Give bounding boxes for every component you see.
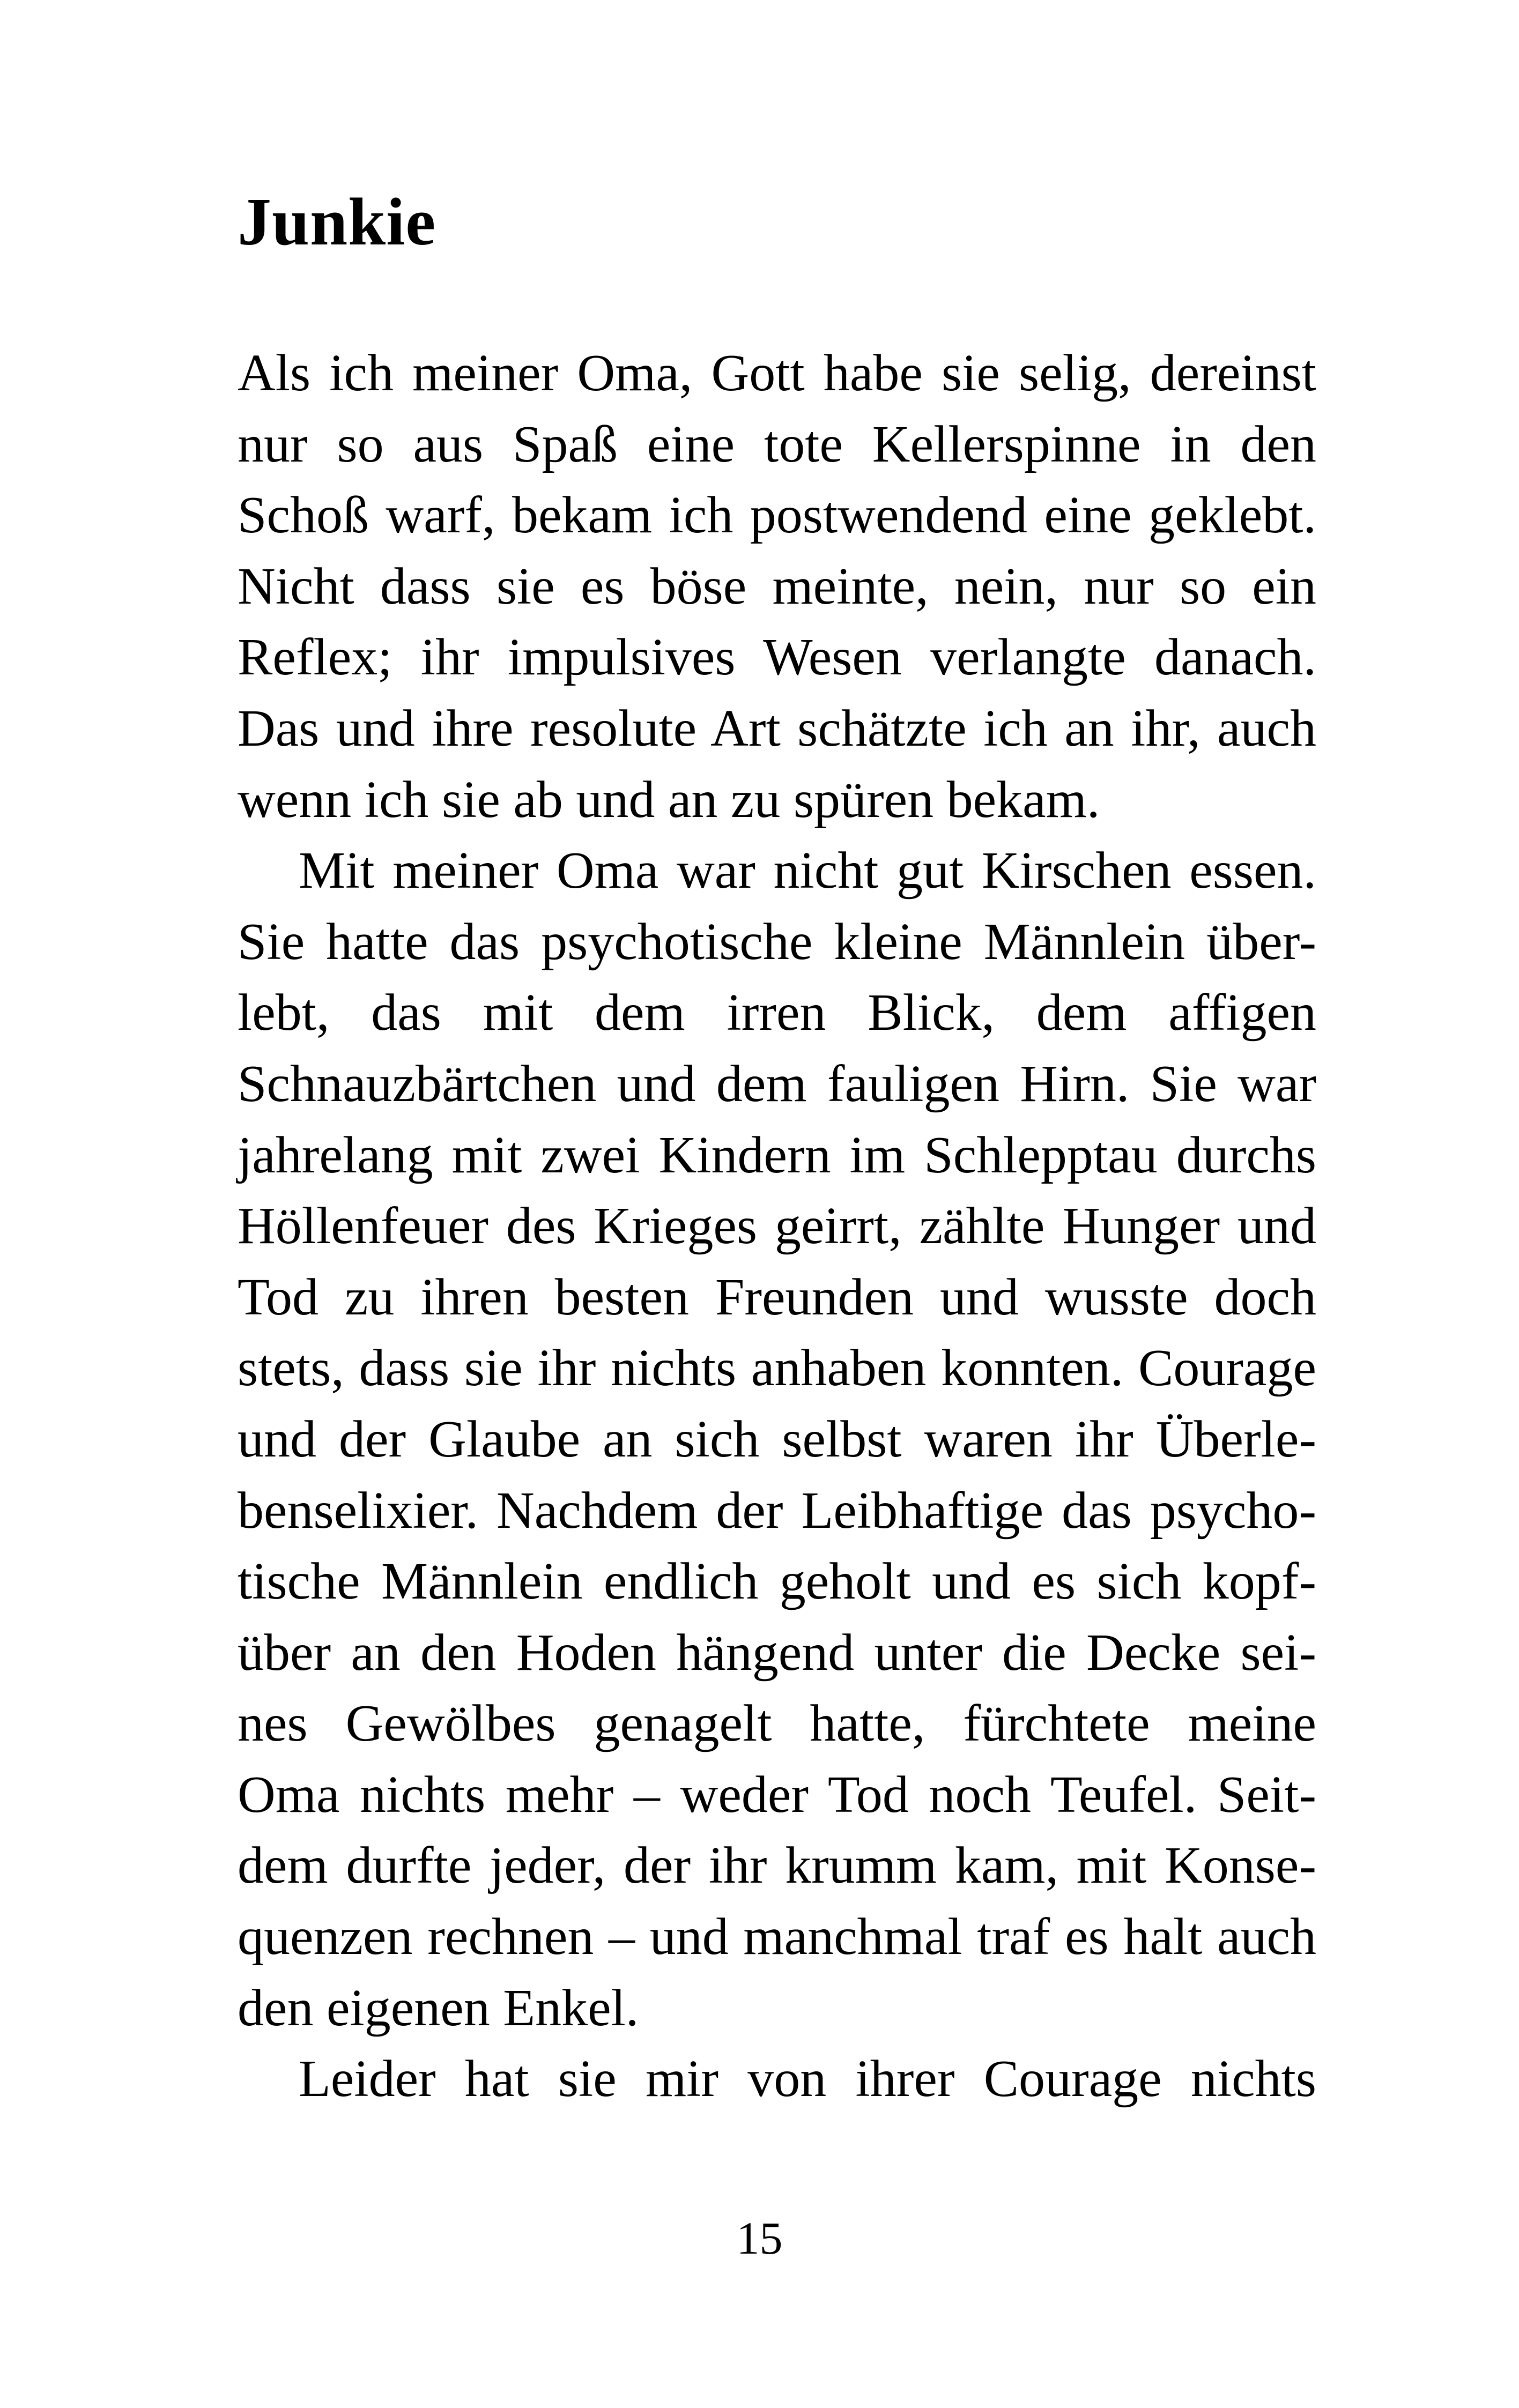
text-line: lebt, das mit dem irren Blick, dem affigen — [238, 984, 1316, 1042]
text-line: und der Glaube an sich selbst waren ihr Überle- — [238, 1410, 1316, 1468]
text-line: dem durfte jeder, der ihr krumm kam, mit Konse- — [238, 1837, 1316, 1895]
text-line: Mit meiner Oma war nicht gut Kirschen essen. — [299, 842, 1316, 900]
page-number: 15 — [736, 2212, 783, 2264]
text-line: Als ich meiner Oma, Gott habe sie selig, dereinst — [238, 344, 1316, 402]
text-line: Schnauzbärtchen und dem fauligen Hirn. Sie war — [238, 1054, 1316, 1113]
text-line: Höllenfeuer des Krieges geirrt, zählte Hunger und — [238, 1197, 1316, 1255]
text-line: nur so aus Spaß eine tote Kellerspinne in den — [238, 415, 1316, 473]
text-line: Das und ihre resolute Art schätzte ich an ihr, auch — [238, 699, 1316, 757]
text-line: über an den Hoden hängend unter die Decke sei- — [238, 1623, 1316, 1682]
text-line: tische Männlein endlich geholt und es sich kopf- — [238, 1552, 1316, 1611]
text-line: Reflex; ihr impulsives Wesen verlangte danach. — [238, 628, 1316, 687]
text-line: Sie hatte das psychotische kleine Männlein über- — [238, 912, 1316, 971]
text-line: stets, dass sie ihr nichts anhaben konnten. Courage — [238, 1339, 1316, 1398]
text-line: Leider hat sie mir von ihrer Courage nichts — [299, 2050, 1316, 2108]
text-line: quenzen rechnen – und manchmal traf es halt auch — [238, 1908, 1316, 1966]
chapter-title: Junkie — [238, 185, 436, 259]
text-line: jahrelang mit zwei Kindern im Schlepptau durchs — [238, 1126, 1316, 1184]
text-line: wenn ich sie ab und an zu spüren bekam. — [238, 770, 1100, 829]
text-line: Oma nichts mehr – weder Tod noch Teufel. Seit- — [238, 1765, 1316, 1824]
body-text — [238, 338, 1316, 2115]
text-line: Tod zu ihren besten Freunden und wusste doch — [238, 1268, 1316, 1326]
text-line: Nicht dass sie es böse meinte, nein, nur so ein — [238, 557, 1316, 615]
text-line: benselixier. Nachdem der Leibhaftige das psycho- — [238, 1481, 1316, 1540]
text-line: den eigenen Enkel. — [238, 1979, 639, 2037]
text-line: Schoß warf, bekam ich postwendend eine geklebt. — [238, 486, 1316, 545]
text-line: nes Gewölbes genagelt hatte, fürchtete meine — [238, 1694, 1316, 1753]
